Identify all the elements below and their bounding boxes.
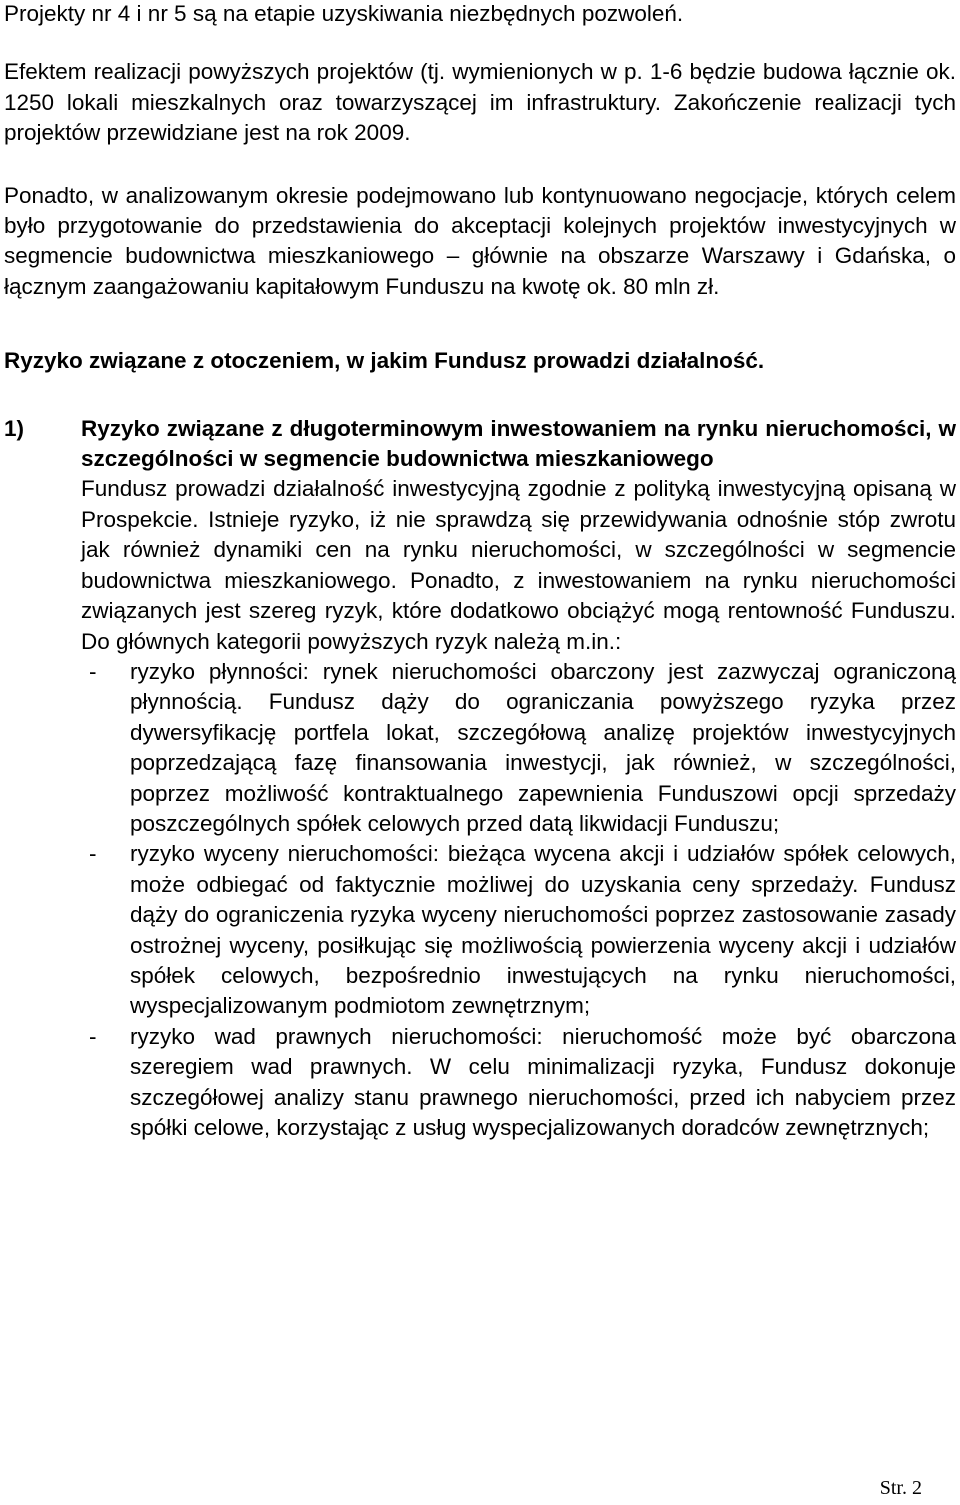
paragraph-permits: Projekty nr 4 i nr 5 są na etapie uzyskiwania niezbędnych pozwoleń. xyxy=(4,1,684,26)
bullet-text: ryzyko wyceny nieruchomości: bieżąca wycena akcji i udziałów spółek celowych, może odbiegać od faktycznie możliwej do uzyskania ceny sprzedaży. Fundusz dąży do ograniczenia ryzyka wyceny nieruchomości poprzez zastosowanie zasady ostrożnej wyceny, posiłkując się możliwością powierzenia wyceny akcji i udziałów spółek celowych, bezpośrednio inwestujących na rynku nieruchomości, wyspecjalizowanym podmiotom zewnętrznym; xyxy=(130,841,956,1019)
risk-item-1 xyxy=(4,414,956,1144)
bullet-dash: - xyxy=(89,658,97,684)
risk-bullet-list xyxy=(81,657,956,1144)
risk-item-body: Fundusz prowadzi działalność inwestycyjną zgodnie z polityką inwestycyjną opisaną w Prospekcie. Istnieje ryzyko, iż nie sprawdzą się przewidywania odnośnie stóp zwrotu jak również dynamiki cen na rynku nieruchomości, w szczególności w segmencie budownictwa mieszkaniowego. Ponadto, z inwestowaniem na rynku nieruchomości związanych jest szereg ryzyk, które dodatkowo obciążyć mogą rentowność Funduszu. Do głównych kategorii powyższych ryzyk należą m.in.: xyxy=(81,476,956,654)
section-heading: Ryzyko związane z otoczeniem, w jakim Fundusz prowadzi działalność. xyxy=(4,348,765,374)
bullet-liquidity-risk xyxy=(81,657,956,839)
bullet-dash: - xyxy=(89,1023,97,1049)
paragraph-negotiations: Ponadto, w analizowanym okresie podejmowano lub kontynuowano negocjacje, których celem było przygotowanie do przedstawienia do akceptacji kolejnych projektów inwestycyjnych w segmencie budownictwa mieszkaniowego – głównie na obszarze Warszawy i Gdańska, o łącznym zaangażowaniu kapitałowym Funduszu na kwotę ok. 80 mln zł. xyxy=(4,182,956,299)
bullet-legal-defects-risk xyxy=(81,1022,956,1144)
bullet-valuation-risk xyxy=(81,839,956,1021)
risk-item-title: Ryzyko związane z długoterminowym inwestowaniem na rynku nieruchomości, w szczególności w segmencie budownictwa mieszkaniowego xyxy=(81,415,956,472)
bullet-text: ryzyko wad prawnych nieruchomości: nieruchomość może być obarczona szeregiem wad prawnych. W celu minimalizacji ryzyka, Fundusz dokonuje szczegółowej analizy stanu prawnego nieruchomości, przed ich nabyciem przez spółki celowe, korzystając z usług wyspecjalizowanych doradców zewnętrznych; xyxy=(130,1023,956,1140)
paragraph-project-effects: Efektem realizacji powyższych projektów (tj. wymienionych w p. 1-6 będzie budowa łącznie ok. 1250 lokali mieszkalnych oraz towarzyszącej im infrastruktury. Zakończenie realizacji tych projektów przewidziane jest na rok 2009. xyxy=(4,59,956,146)
risk-item-number: 1) xyxy=(4,415,25,441)
bullet-text: ryzyko płynności: rynek nieruchomości obarczony jest zazwyczaj ograniczoną płynnością. Fundusz dąży do ograniczania powyższego ryzyka przez dywersyfikację portfela lokat, szczegółową analizę projektów inwestycyjnych poprzedzającą fazę finansowania inwestycji, jak również, w szczególności, poprzez możliwość kontraktualnego zapewnienia Funduszowi opcji sprzedaży poszczególnych spółek celowych przed datą likwidacji Funduszu; xyxy=(130,658,956,836)
page-number: Str. 2 xyxy=(879,1477,922,1499)
bullet-dash: - xyxy=(89,841,97,867)
document-page xyxy=(4,0,956,1143)
